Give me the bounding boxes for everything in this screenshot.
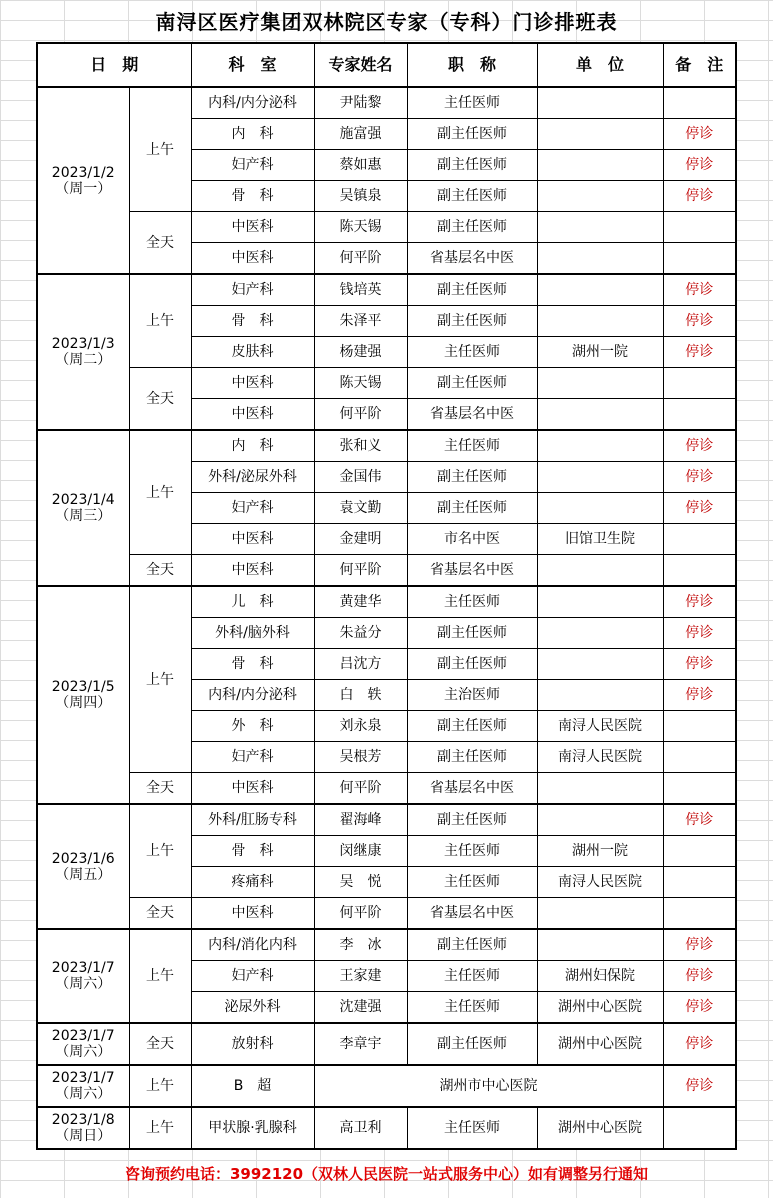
note-cell: 停诊 (663, 1023, 736, 1065)
dept-cell: 内 科 (191, 430, 314, 462)
session-cell: 上午 (129, 1107, 191, 1149)
doctor-cell: 施富强 (314, 119, 407, 150)
unit-cell: 南浔人民医院 (537, 867, 663, 898)
unit-cell: 湖州中心医院 (537, 1023, 663, 1065)
unit-cell: 南浔人民医院 (537, 711, 663, 742)
schedule-table (36, 42, 737, 1150)
weekday: （周一） (55, 180, 112, 197)
title-cell: 副主任医师 (407, 274, 537, 306)
unit-cell: 湖州一院 (537, 836, 663, 867)
session-cell: 上午 (129, 929, 191, 1023)
doctor-cell: 钱培英 (314, 274, 407, 306)
title-cell: 主任医师 (407, 836, 537, 867)
unit-cell (537, 306, 663, 337)
note-cell: 停诊 (663, 680, 736, 711)
unit-cell (537, 243, 663, 275)
note-cell: 停诊 (663, 929, 736, 961)
header-unit: 单 位 (537, 43, 663, 87)
title-cell: 省基层名中医 (407, 555, 537, 587)
doctor-cell: 杨建强 (314, 337, 407, 368)
table-row (37, 929, 736, 961)
unit-cell (537, 368, 663, 399)
unit-cell: 湖州妇保院 (537, 961, 663, 992)
page-title: 南浔区医疗集团双林院区专家（专科）门诊排班表 (155, 10, 618, 34)
dept-cell: 骨 科 (191, 181, 314, 212)
weekday: （周三） (55, 508, 112, 524)
date-cell (37, 1107, 129, 1149)
note-cell: 停诊 (663, 337, 736, 368)
doctor-cell: 蔡如惠 (314, 150, 407, 181)
weekday: （周日） (55, 1128, 112, 1144)
unit-cell (537, 181, 663, 212)
doctor-cell: 陈天锡 (314, 368, 407, 399)
weekday: （周四） (55, 695, 112, 711)
session-cell: 上午 (129, 274, 191, 368)
note-cell (663, 711, 736, 742)
session-cell: 全天 (129, 898, 191, 930)
doctor-cell: 袁文勤 (314, 493, 407, 524)
session-cell: 上午 (129, 804, 191, 898)
session-cell: 上午 (129, 586, 191, 773)
unit-cell (537, 87, 663, 119)
note-cell (663, 87, 736, 119)
weekday: （周五） (55, 866, 112, 883)
session-cell: 全天 (129, 212, 191, 275)
session-cell: 全天 (129, 555, 191, 587)
doctor-cell: 白 轶 (314, 680, 407, 711)
doctor-cell: 李 冰 (314, 929, 407, 961)
doctor-cell: 吴根芳 (314, 742, 407, 773)
dept-cell: 骨 科 (191, 836, 314, 867)
dept-cell: 中医科 (191, 212, 314, 243)
title-cell: 省基层名中医 (407, 898, 537, 930)
unit-cell: 湖州一院 (537, 337, 663, 368)
title-cell: 副主任医师 (407, 306, 537, 337)
header-dept: 科 室 (191, 43, 314, 87)
session-cell: 上午 (129, 1065, 191, 1107)
dept-cell: 妇产科 (191, 742, 314, 773)
date-cell (37, 1065, 129, 1107)
unit-cell (537, 462, 663, 493)
unit-cell (537, 680, 663, 711)
doctor-cell: 刘永泉 (314, 711, 407, 742)
doctor-cell: 吴 悦 (314, 867, 407, 898)
doctor-cell: 闵继康 (314, 836, 407, 867)
note-cell: 停诊 (663, 961, 736, 992)
doctor-cell: 吕沈方 (314, 649, 407, 680)
note-cell: 停诊 (663, 618, 736, 649)
doctor-cell: 陈天锡 (314, 212, 407, 243)
note-cell: 停诊 (663, 992, 736, 1024)
unit-cell (537, 150, 663, 181)
dept-cell: 中医科 (191, 898, 314, 930)
note-cell: 停诊 (663, 119, 736, 150)
date-cell (37, 1023, 129, 1065)
note-cell (663, 368, 736, 399)
note-cell: 停诊 (663, 1065, 736, 1107)
doctor-cell: 何平阶 (314, 243, 407, 275)
dept-cell: 骨 科 (191, 306, 314, 337)
title-cell: 副主任医师 (407, 212, 537, 243)
date-cell (37, 274, 129, 430)
title-cell: 市名中医 (407, 524, 537, 555)
unit-cell (537, 929, 663, 961)
weekday: （周二） (55, 352, 112, 368)
table-row (37, 804, 736, 836)
date-value: 2023/1/3 (51, 336, 115, 352)
title-cell: 副主任医师 (407, 368, 537, 399)
session-cell: 上午 (129, 430, 191, 555)
note-cell: 停诊 (663, 430, 736, 462)
doctor-cell: 何平阶 (314, 773, 407, 805)
dept-cell: 骨 科 (191, 649, 314, 680)
dept-cell: 内科/内分泌科 (191, 680, 314, 711)
date-cell (37, 804, 129, 929)
doctor-cell: 张和义 (314, 430, 407, 462)
dept-cell: 皮肤科 (191, 337, 314, 368)
dept-cell: 妇产科 (191, 493, 314, 524)
doctor-cell: 何平阶 (314, 898, 407, 930)
note-cell (663, 898, 736, 930)
merged-unit-cell: 湖州市中心医院 (314, 1065, 663, 1107)
unit-cell: 湖州中心医院 (537, 1107, 663, 1149)
unit-cell (537, 773, 663, 805)
doctor-cell: 尹陆黎 (314, 87, 407, 119)
date-value: 2023/1/4 (51, 492, 115, 508)
table-row (37, 773, 736, 805)
note-cell: 停诊 (663, 181, 736, 212)
table-row (37, 430, 736, 462)
weekday: （周六） (55, 1044, 112, 1060)
unit-cell (537, 212, 663, 243)
doctor-cell: 朱益分 (314, 618, 407, 649)
doctor-cell: 高卫利 (314, 1107, 407, 1149)
title-cell: 副主任医师 (407, 929, 537, 961)
unit-cell (537, 430, 663, 462)
date-value: 2023/1/7 (51, 1028, 115, 1044)
title-cell: 主任医师 (407, 337, 537, 368)
doctor-cell: 何平阶 (314, 555, 407, 587)
dept-cell: 外科/肛肠专科 (191, 804, 314, 836)
note-cell (663, 742, 736, 773)
note-cell: 停诊 (663, 493, 736, 524)
unit-cell (537, 119, 663, 150)
dept-cell: 中医科 (191, 368, 314, 399)
date-value: 2023/1/2 (51, 164, 115, 181)
unit-cell (537, 493, 663, 524)
table-row (37, 1065, 736, 1107)
dept-cell: 中医科 (191, 243, 314, 275)
weekday: （周六） (55, 976, 112, 992)
dept-cell: 外科/脑外科 (191, 618, 314, 649)
dept-cell: 妇产科 (191, 961, 314, 992)
session-cell: 全天 (129, 368, 191, 431)
title-cell: 主任医师 (407, 992, 537, 1024)
title-cell: 主任医师 (407, 87, 537, 119)
session-cell: 全天 (129, 1023, 191, 1065)
doctor-cell: 何平阶 (314, 399, 407, 431)
dept-cell: 内 科 (191, 119, 314, 150)
header-title: 职 称 (407, 43, 537, 87)
doctor-cell: 李章宇 (314, 1023, 407, 1065)
title-cell: 副主任医师 (407, 1023, 537, 1065)
title-cell: 副主任医师 (407, 711, 537, 742)
note-cell (663, 836, 736, 867)
note-cell: 停诊 (663, 462, 736, 493)
unit-cell: 湖州中心医院 (537, 992, 663, 1024)
session-cell: 全天 (129, 773, 191, 805)
unit-cell (537, 618, 663, 649)
unit-cell (537, 555, 663, 587)
dept-cell: B 超 (191, 1065, 314, 1107)
note-cell: 停诊 (663, 306, 736, 337)
dept-cell: 外 科 (191, 711, 314, 742)
unit-cell (537, 804, 663, 836)
title-cell: 副主任医师 (407, 742, 537, 773)
dept-cell: 妇产科 (191, 274, 314, 306)
note-cell: 停诊 (663, 150, 736, 181)
table-row (37, 1023, 736, 1065)
title-cell: 副主任医师 (407, 618, 537, 649)
unit-cell (537, 274, 663, 306)
note-cell (663, 1107, 736, 1149)
dept-cell: 放射科 (191, 1023, 314, 1065)
title-cell: 主任医师 (407, 867, 537, 898)
date-value: 2023/1/7 (51, 960, 115, 976)
title-cell: 主任医师 (407, 430, 537, 462)
weekday: （周六） (55, 1086, 112, 1102)
doctor-cell: 金国伟 (314, 462, 407, 493)
note-cell: 停诊 (663, 274, 736, 306)
date-value: 2023/1/7 (51, 1070, 115, 1086)
date-cell (37, 430, 129, 586)
note-cell: 停诊 (663, 586, 736, 618)
title-cell: 副主任医师 (407, 119, 537, 150)
dept-cell: 儿 科 (191, 586, 314, 618)
title-cell: 省基层名中医 (407, 243, 537, 275)
date-cell (37, 929, 129, 1023)
title-cell: 副主任医师 (407, 150, 537, 181)
unit-cell (537, 649, 663, 680)
table-row (37, 555, 736, 587)
header-row (37, 43, 736, 87)
table-row (37, 212, 736, 243)
header-note: 备 注 (663, 43, 736, 87)
table-row (37, 898, 736, 930)
table-row (37, 274, 736, 306)
title-cell: 省基层名中医 (407, 399, 537, 431)
unit-cell: 旧馆卫生院 (537, 524, 663, 555)
doctor-cell: 王家建 (314, 961, 407, 992)
dept-cell: 中医科 (191, 524, 314, 555)
unit-cell (537, 399, 663, 431)
footer-contact: 咨询预约电话：3992120（双林人民医院一站式服务中心）如有调整另行通知 (124, 1165, 649, 1183)
dept-cell: 中医科 (191, 399, 314, 431)
note-cell: 停诊 (663, 804, 736, 836)
doctor-cell: 翟海峰 (314, 804, 407, 836)
note-cell (663, 212, 736, 243)
unit-cell (537, 586, 663, 618)
dept-cell: 甲状腺·乳腺科 (191, 1107, 314, 1149)
title-cell: 主任医师 (407, 586, 537, 618)
table-row (37, 1107, 736, 1149)
table-row (37, 87, 736, 119)
note-cell (663, 555, 736, 587)
note-cell (663, 399, 736, 431)
title-cell: 副主任医师 (407, 649, 537, 680)
table-row (37, 368, 736, 399)
header-doctor: 专家姓名 (314, 43, 407, 87)
table-row (37, 586, 736, 618)
dept-cell: 外科/泌尿外科 (191, 462, 314, 493)
title-cell: 省基层名中医 (407, 773, 537, 805)
date-cell (37, 586, 129, 804)
unit-cell: 南浔人民医院 (537, 742, 663, 773)
doctor-cell: 吴镇泉 (314, 181, 407, 212)
title-cell: 主治医师 (407, 680, 537, 711)
date-cell (37, 87, 129, 274)
date-value: 2023/1/8 (51, 1112, 115, 1128)
dept-cell: 妇产科 (191, 150, 314, 181)
dept-cell: 内科/消化内科 (191, 929, 314, 961)
doctor-cell: 朱泽平 (314, 306, 407, 337)
title-cell: 主任医师 (407, 1107, 537, 1149)
dept-cell: 疼痛科 (191, 867, 314, 898)
unit-cell (537, 898, 663, 930)
note-cell: 停诊 (663, 649, 736, 680)
title-cell: 副主任医师 (407, 462, 537, 493)
session-cell: 上午 (129, 87, 191, 212)
header-date: 日 期 (37, 43, 191, 87)
dept-cell: 中医科 (191, 555, 314, 587)
doctor-cell: 沈建强 (314, 992, 407, 1024)
dept-cell: 内科/内分泌科 (191, 87, 314, 119)
note-cell (663, 773, 736, 805)
title-cell: 副主任医师 (407, 493, 537, 524)
dept-cell: 中医科 (191, 773, 314, 805)
doctor-cell: 黄建华 (314, 586, 407, 618)
note-cell (663, 243, 736, 275)
note-cell (663, 867, 736, 898)
title-cell: 副主任医师 (407, 181, 537, 212)
title-cell: 主任医师 (407, 961, 537, 992)
dept-cell: 泌尿外科 (191, 992, 314, 1024)
doctor-cell: 金建明 (314, 524, 407, 555)
title-cell: 副主任医师 (407, 804, 537, 836)
date-value: 2023/1/6 (51, 850, 115, 867)
note-cell (663, 524, 736, 555)
date-value: 2023/1/5 (51, 679, 115, 695)
